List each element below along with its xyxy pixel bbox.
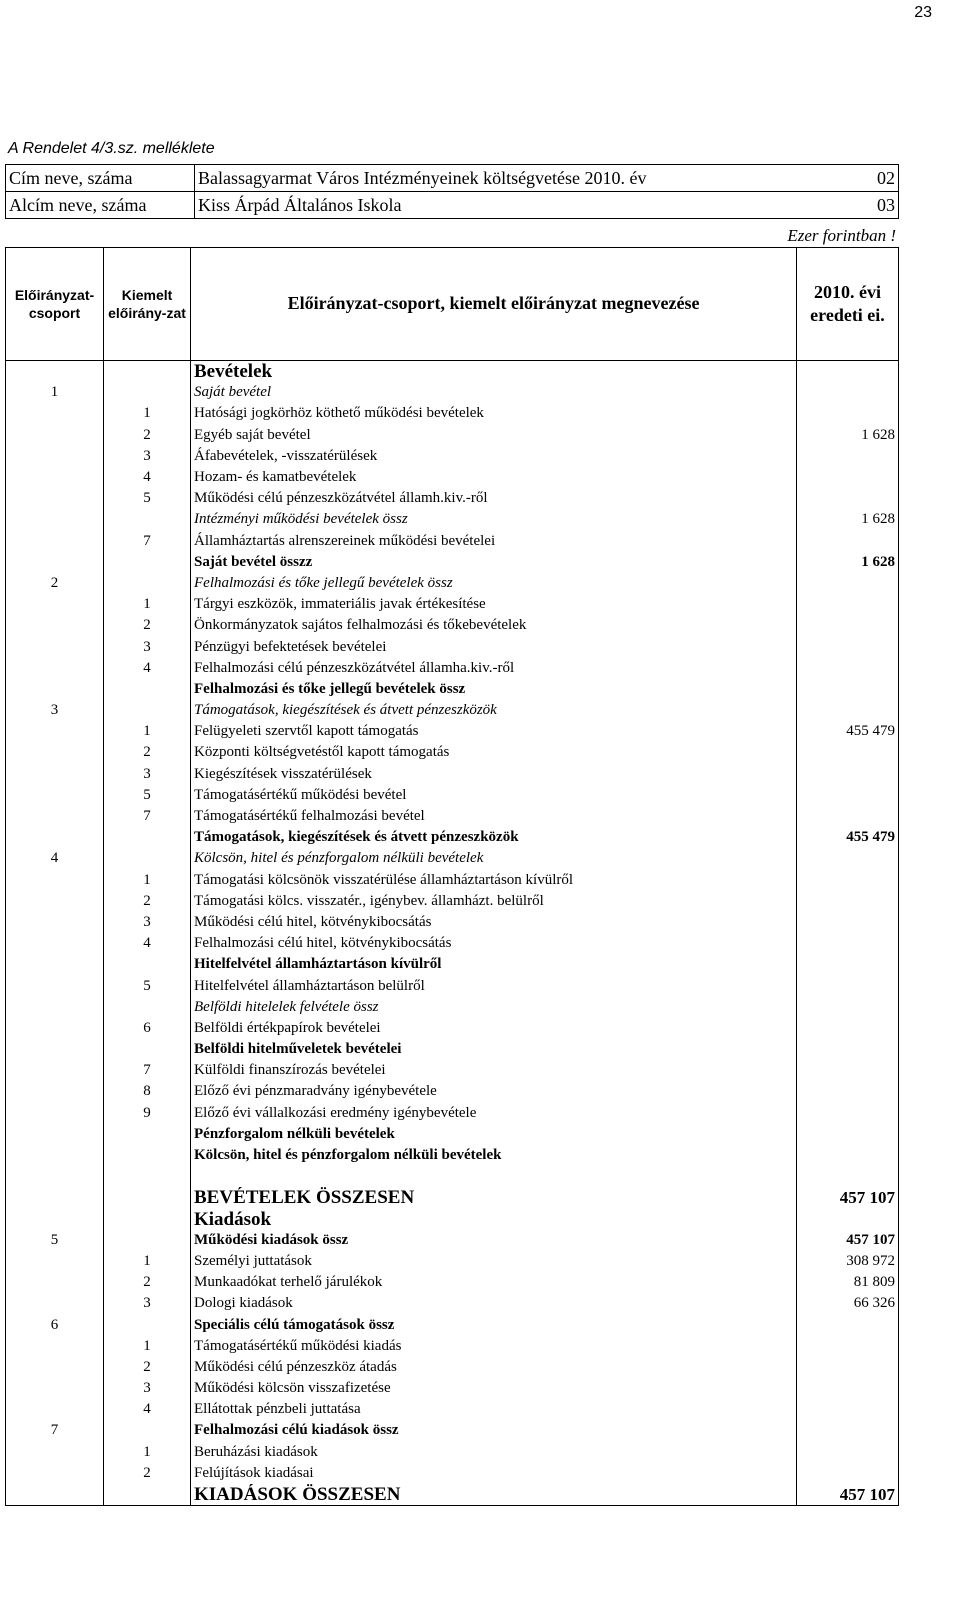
amount-cell [797, 488, 899, 509]
group-code-cell [6, 806, 104, 827]
table-row [6, 700, 899, 721]
amount-cell: 1 628 [797, 552, 899, 573]
item-name-cell: Bevételek [191, 361, 797, 383]
amount-cell: 81 809 [797, 1272, 899, 1293]
group-code-cell [6, 403, 104, 424]
item-name-cell: Dologi kiadások [191, 1293, 797, 1314]
item-name-cell: Intézményi működési bevételek össz [191, 509, 797, 530]
amount-cell [797, 1103, 899, 1124]
table-row [6, 1251, 899, 1272]
item-name-cell: Felügyeleti szervtől kapott támogatás [191, 721, 797, 742]
amount-cell [797, 1060, 899, 1081]
table-row [6, 1442, 899, 1463]
group-code-cell [6, 870, 104, 891]
item-code-cell [104, 573, 191, 594]
item-code-cell [104, 679, 191, 700]
amount-cell: 66 326 [797, 1293, 899, 1314]
table-row [6, 1336, 899, 1357]
group-code-cell: 4 [6, 848, 104, 869]
item-code-cell: 2 [104, 891, 191, 912]
item-name-cell: Áfabevételek, -visszatérülések [191, 446, 797, 467]
group-code-cell [6, 361, 104, 383]
table-row [6, 403, 899, 424]
group-code-cell [6, 785, 104, 806]
amount-cell: 308 972 [797, 1251, 899, 1272]
item-name-cell: Kiadások [191, 1209, 797, 1230]
table-row [6, 594, 899, 615]
item-code-cell: 2 [104, 615, 191, 636]
amount-cell [797, 658, 899, 679]
amount-cell [797, 1357, 899, 1378]
item-code-cell: 7 [104, 531, 191, 552]
amount-cell: 1 628 [797, 509, 899, 530]
table-row [6, 912, 899, 933]
table-row [6, 1293, 899, 1314]
group-code-cell [6, 1018, 104, 1039]
item-code-cell: 4 [104, 1399, 191, 1420]
annex-label: A Rendelet 4/3.sz. melléklete [8, 140, 215, 157]
group-code-cell: 3 [6, 700, 104, 721]
amount-cell [797, 1081, 899, 1102]
item-code-cell: 1 [104, 1251, 191, 1272]
item-code-cell: 1 [104, 1442, 191, 1463]
item-code-cell: 9 [104, 1103, 191, 1124]
item-code-cell: 5 [104, 488, 191, 509]
item-name-cell: Hitelfelvétel államháztartáson belülről [191, 975, 797, 996]
subtitle-value: Kiss Árpád Általános Iskola [195, 192, 853, 219]
amount-cell [797, 700, 899, 721]
item-code-cell [104, 954, 191, 975]
amount-cell [797, 1463, 899, 1484]
item-name-cell: Belföldi értékpapírok bevételei [191, 1018, 797, 1039]
table-row [6, 1463, 899, 1484]
amount-cell [797, 679, 899, 700]
item-code-cell: 4 [104, 658, 191, 679]
item-code-cell: 1 [104, 403, 191, 424]
item-name-cell: Munkaadókat terhelő járulékok [191, 1272, 797, 1293]
item-code-cell: 2 [104, 425, 191, 446]
item-code-cell: 5 [104, 785, 191, 806]
item-code-cell: 6 [104, 1018, 191, 1039]
item-code-cell [104, 1420, 191, 1441]
amount-cell [797, 446, 899, 467]
group-code-cell [6, 742, 104, 763]
amount-cell [797, 975, 899, 996]
group-code-cell [6, 912, 104, 933]
table-row [6, 785, 899, 806]
item-name-cell: Előző évi vállalkozási eredmény igénybevétele [191, 1103, 797, 1124]
table-row [6, 1378, 899, 1399]
title-label: Cím neve, száma [6, 165, 195, 192]
item-code-cell [104, 997, 191, 1018]
amount-cell [797, 403, 899, 424]
item-name-cell: KIADÁSOK ÖSSZESEN [191, 1484, 797, 1506]
item-code-cell [104, 1209, 191, 1230]
item-code-cell: 2 [104, 742, 191, 763]
item-name-cell: Kölcsön, hitel és pénzforgalom nélküli bevételek [191, 848, 797, 869]
table-row [6, 509, 899, 530]
item-name-cell: Államháztartás alrenszereinek működési bevételei [191, 531, 797, 552]
subtitle-row [6, 192, 899, 219]
table-row [6, 1357, 899, 1378]
amount-cell [797, 1378, 899, 1399]
group-code-cell [6, 531, 104, 552]
group-code-cell [6, 1039, 104, 1060]
budget-table [5, 247, 899, 1506]
group-code-cell [6, 891, 104, 912]
table-row [6, 870, 899, 891]
item-name-cell: Működési célú pénzeszköz átadás [191, 1357, 797, 1378]
group-code-cell [6, 425, 104, 446]
item-code-cell [104, 1145, 191, 1166]
item-name-cell: Pénzügyi befektetések bevételei [191, 636, 797, 657]
table-row [6, 1081, 899, 1102]
item-name-cell: Saját bevétel összz [191, 552, 797, 573]
item-code-cell: 4 [104, 467, 191, 488]
header-item-column: Kiemelt előirány-zat [104, 248, 191, 361]
item-name-cell: Felhalmozási célú kiadások össz [191, 1420, 797, 1441]
amount-cell [797, 636, 899, 657]
item-name-cell: Működési célú hitel, kötvénykibocsátás [191, 912, 797, 933]
item-name-cell: Támogatásértékű felhalmozási bevétel [191, 806, 797, 827]
item-name-cell: Kölcsön, hitel és pénzforgalom nélküli bevételek [191, 1145, 797, 1166]
table-row [6, 827, 899, 848]
item-code-cell [104, 1187, 191, 1208]
item-name-cell: Önkormányzatok sajátos felhalmozási és tőkebevételek [191, 615, 797, 636]
group-code-cell [6, 1124, 104, 1145]
header-name-column: Előirányzat-csoport, kiemelt előirányzat megnevezése [191, 248, 797, 361]
item-code-cell [104, 1314, 191, 1335]
group-code-cell [6, 615, 104, 636]
group-code-cell [6, 679, 104, 700]
item-name-cell: Felhalmozási és tőke jellegű bevételek össz [191, 679, 797, 700]
amount-cell [797, 573, 899, 594]
item-name-cell: Működési kiadások össz [191, 1230, 797, 1251]
item-name-cell: Beruházási kiadások [191, 1442, 797, 1463]
table-row [6, 615, 899, 636]
amount-cell [797, 1145, 899, 1166]
amount-cell: 457 107 [797, 1187, 899, 1208]
item-name-cell: Támogatásértékű működési bevétel [191, 785, 797, 806]
group-code-cell [6, 636, 104, 657]
table-row [6, 531, 899, 552]
title-value: Balassagyarmat Város Intézményeinek költségvetése 2010. év [195, 165, 853, 192]
amount-cell [797, 1018, 899, 1039]
group-code-cell [6, 467, 104, 488]
table-row [6, 1399, 899, 1420]
table-row [6, 1145, 899, 1166]
table-row [6, 1187, 899, 1208]
amount-cell [797, 933, 899, 954]
item-name-cell: Személyi juttatások [191, 1251, 797, 1272]
amount-cell [797, 467, 899, 488]
table-row [6, 1166, 899, 1187]
subtitle-code: 03 [852, 192, 899, 219]
item-code-cell [104, 509, 191, 530]
item-code-cell: 2 [104, 1357, 191, 1378]
document-meta-table [5, 164, 899, 219]
amount-cell: 455 479 [797, 721, 899, 742]
item-name-cell: Felújítások kiadásai [191, 1463, 797, 1484]
group-code-cell [6, 594, 104, 615]
group-code-cell [6, 1484, 104, 1506]
item-name-cell: Felhalmozási és tőke jellegű bevételek össz [191, 573, 797, 594]
item-code-cell [104, 552, 191, 573]
item-code-cell [104, 848, 191, 869]
item-name-cell: Saját bevétel [191, 382, 797, 403]
item-code-cell [104, 1039, 191, 1060]
table-header-row [6, 248, 899, 361]
group-code-cell [6, 509, 104, 530]
table-row [6, 552, 899, 573]
item-name-cell [191, 1166, 797, 1187]
group-code-cell [6, 552, 104, 573]
table-row [6, 1209, 899, 1230]
amount-cell [797, 1420, 899, 1441]
item-name-cell: Előző évi pénzmaradvány igénybevétele [191, 1081, 797, 1102]
group-code-cell [6, 1293, 104, 1314]
item-code-cell: 3 [104, 636, 191, 657]
group-code-cell [6, 1378, 104, 1399]
table-row [6, 764, 899, 785]
table-row [6, 1060, 899, 1081]
item-code-cell: 2 [104, 1272, 191, 1293]
table-row [6, 573, 899, 594]
amount-cell: 457 107 [797, 1484, 899, 1506]
header-value-column: 2010. évi eredeti ei. [797, 248, 899, 361]
group-code-cell [6, 1145, 104, 1166]
item-name-cell: Támogatási kölcsönök visszatérülése államháztartáson kívülről [191, 870, 797, 891]
item-name-cell: Támogatások, kiegészítések és átvett pénzeszközök [191, 827, 797, 848]
amount-cell [797, 742, 899, 763]
amount-cell [797, 870, 899, 891]
amount-cell [797, 848, 899, 869]
group-code-cell [6, 1336, 104, 1357]
item-code-cell [104, 1484, 191, 1506]
amount-cell [797, 1399, 899, 1420]
table-row [6, 425, 899, 446]
item-code-cell: 1 [104, 870, 191, 891]
table-row [6, 446, 899, 467]
table-row [6, 848, 899, 869]
group-code-cell [6, 1081, 104, 1102]
item-name-cell: Hitelfelvétel államháztartáson kívülről [191, 954, 797, 975]
amount-cell [797, 382, 899, 403]
item-code-cell: 1 [104, 721, 191, 742]
amount-cell: 1 628 [797, 425, 899, 446]
table-row [6, 721, 899, 742]
amount-cell [797, 912, 899, 933]
table-row [6, 1018, 899, 1039]
group-code-cell [6, 1272, 104, 1293]
table-row [6, 361, 899, 383]
table-row [6, 1039, 899, 1060]
item-code-cell: 3 [104, 1293, 191, 1314]
item-code-cell [104, 1166, 191, 1187]
item-code-cell: 2 [104, 1463, 191, 1484]
item-name-cell: Működési kölcsön visszafizetése [191, 1378, 797, 1399]
item-code-cell: 3 [104, 446, 191, 467]
item-code-cell [104, 361, 191, 383]
table-row [6, 933, 899, 954]
group-code-cell [6, 658, 104, 679]
table-row [6, 636, 899, 657]
item-name-cell: Belföldi hitelműveletek bevételei [191, 1039, 797, 1060]
item-name-cell: Támogatási kölcs. visszatér., igénybev. államházt. belülről [191, 891, 797, 912]
group-code-cell [6, 975, 104, 996]
group-code-cell [6, 1357, 104, 1378]
table-row [6, 1124, 899, 1145]
amount-cell [797, 891, 899, 912]
page-number: 23 [914, 4, 932, 21]
amount-cell [797, 1314, 899, 1335]
group-code-cell: 6 [6, 1314, 104, 1335]
table-row [6, 742, 899, 763]
item-name-cell: Támogatásértékű működési kiadás [191, 1336, 797, 1357]
item-code-cell: 7 [104, 806, 191, 827]
item-name-cell: Ellátottak pénzbeli juttatása [191, 1399, 797, 1420]
item-code-cell: 3 [104, 912, 191, 933]
amount-cell [797, 954, 899, 975]
title-code: 02 [852, 165, 899, 192]
amount-cell [797, 997, 899, 1018]
table-row [6, 382, 899, 403]
table-row [6, 1314, 899, 1335]
amount-cell [797, 806, 899, 827]
table-row [6, 658, 899, 679]
group-code-cell [6, 954, 104, 975]
item-code-cell [104, 1124, 191, 1145]
amount-cell [797, 615, 899, 636]
group-code-cell [6, 1251, 104, 1272]
item-name-cell: Pénzforgalom nélküli bevételek [191, 1124, 797, 1145]
group-code-cell [6, 1166, 104, 1187]
amount-cell [797, 1124, 899, 1145]
amount-cell: 457 107 [797, 1230, 899, 1251]
group-code-cell: 2 [6, 573, 104, 594]
item-name-cell: Egyéb saját bevétel [191, 425, 797, 446]
item-name-cell: Felhalmozási célú pénzeszközátvétel államha.kiv.-ről [191, 658, 797, 679]
item-code-cell [104, 700, 191, 721]
item-name-cell: Belföldi hitelelek felvétele össz [191, 997, 797, 1018]
table-row [6, 891, 899, 912]
group-code-cell [6, 827, 104, 848]
item-name-cell: BEVÉTELEK ÖSSZESEN [191, 1187, 797, 1208]
subtitle-label: Alcím neve, száma [6, 192, 195, 219]
table-row [6, 954, 899, 975]
item-code-cell [104, 827, 191, 848]
item-code-cell [104, 1230, 191, 1251]
item-code-cell: 4 [104, 933, 191, 954]
item-code-cell: 5 [104, 975, 191, 996]
table-row [6, 1272, 899, 1293]
item-code-cell [104, 382, 191, 403]
amount-cell [797, 1166, 899, 1187]
item-name-cell: Felhalmozási célú hitel, kötvénykibocsátás [191, 933, 797, 954]
item-name-cell: Működési célú pénzeszközátvétel államh.kiv.-ről [191, 488, 797, 509]
item-name-cell: Hozam- és kamatbevételek [191, 467, 797, 488]
table-row [6, 488, 899, 509]
table-row [6, 1230, 899, 1251]
amount-cell [797, 1442, 899, 1463]
item-code-cell: 8 [104, 1081, 191, 1102]
table-row [6, 467, 899, 488]
group-code-cell [6, 446, 104, 467]
group-code-cell [6, 721, 104, 742]
group-code-cell: 7 [6, 1420, 104, 1441]
item-name-cell: Tárgyi eszközök, immateriális javak értékesítése [191, 594, 797, 615]
amount-cell [797, 785, 899, 806]
amount-cell [797, 531, 899, 552]
title-row [6, 165, 899, 192]
item-code-cell: 1 [104, 594, 191, 615]
group-code-cell [6, 1463, 104, 1484]
table-row [6, 1420, 899, 1441]
table-row [6, 1103, 899, 1124]
item-code-cell: 3 [104, 764, 191, 785]
group-code-cell [6, 1399, 104, 1420]
item-name-cell: Külföldi finanszírozás bevételei [191, 1060, 797, 1081]
item-name-cell: Támogatások, kiegészítések és átvett pénzeszközök [191, 700, 797, 721]
unit-label: Ezer forintban ! [787, 226, 896, 245]
group-code-cell: 5 [6, 1230, 104, 1251]
group-code-cell [6, 488, 104, 509]
amount-cell [797, 1209, 899, 1230]
table-row [6, 997, 899, 1018]
amount-cell: 455 479 [797, 827, 899, 848]
amount-cell [797, 764, 899, 785]
item-name-cell: Speciális célú támogatások össz [191, 1314, 797, 1335]
amount-cell [797, 1039, 899, 1060]
group-code-cell [6, 764, 104, 785]
group-code-cell [6, 1060, 104, 1081]
group-code-cell [6, 1103, 104, 1124]
item-code-cell: 3 [104, 1378, 191, 1399]
table-row [6, 975, 899, 996]
group-code-cell [6, 1187, 104, 1208]
group-code-cell [6, 933, 104, 954]
amount-cell [797, 1336, 899, 1357]
table-row [6, 679, 899, 700]
group-code-cell [6, 997, 104, 1018]
item-name-cell: Kiegészítések visszatérülések [191, 764, 797, 785]
item-code-cell: 7 [104, 1060, 191, 1081]
header-group-column: Előirányzat-csoport [6, 248, 104, 361]
group-code-cell [6, 1209, 104, 1230]
table-row [6, 1484, 899, 1506]
table-row [6, 806, 899, 827]
group-code-cell [6, 1442, 104, 1463]
group-code-cell: 1 [6, 382, 104, 403]
amount-cell [797, 361, 899, 383]
item-name-cell: Hatósági jogkörhöz köthető működési bevételek [191, 403, 797, 424]
amount-cell [797, 594, 899, 615]
item-name-cell: Központi költségvetéstől kapott támogatás [191, 742, 797, 763]
item-code-cell: 1 [104, 1336, 191, 1357]
